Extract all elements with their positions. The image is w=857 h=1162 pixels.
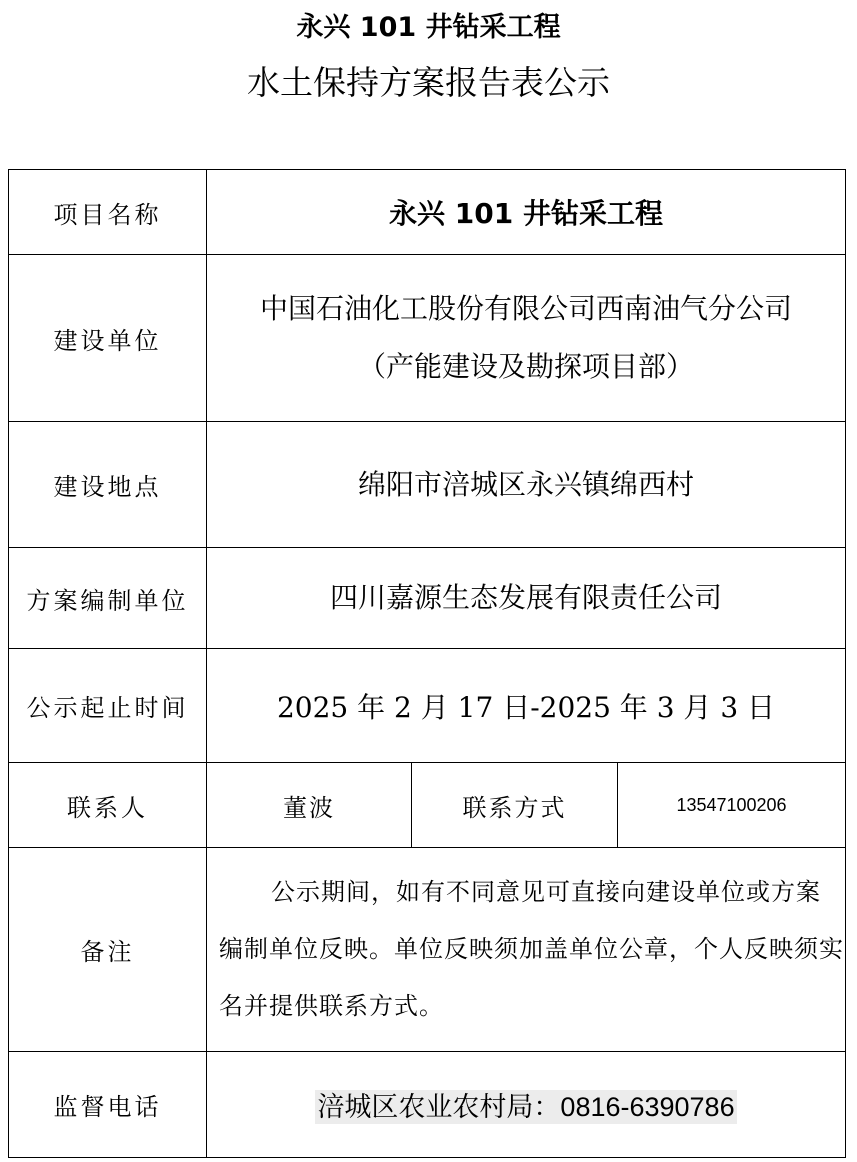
row-builder <box>9 255 846 422</box>
row-supervision <box>9 1052 846 1158</box>
info-table <box>8 169 846 1158</box>
period-value: 2025 年 2 月 17 日-2025 年 3 月 3 日 <box>207 649 846 763</box>
project-name-value: 永兴 101 井钻采工程 <box>207 170 846 255</box>
compiler-value: 四川嘉源生态发展有限责任公司 <box>207 548 846 649</box>
title-notice: 水土保持方案报告表公示 <box>247 63 610 102</box>
row-contact <box>9 763 846 848</box>
contact-label: 联系人 <box>9 763 207 848</box>
row-period <box>9 649 846 763</box>
builder-value-line1: 中国石油化工股份有限公司西南油气分公司 <box>260 292 793 325</box>
builder-label: 建设单位 <box>9 255 207 422</box>
contact-value: 董波 <box>207 763 412 848</box>
row-location <box>9 422 846 548</box>
supervision-cell <box>207 1052 846 1158</box>
project-name-label: 项目名称 <box>9 170 207 255</box>
row-project-name <box>9 170 846 255</box>
builder-value-line2: （产能建设及勘探项目部） <box>358 350 695 383</box>
title-project: 永兴 101 井钻采工程 <box>296 12 561 43</box>
location-label: 建设地点 <box>9 422 207 548</box>
period-label: 公示起止时间 <box>9 649 207 763</box>
row-compiler <box>9 548 846 649</box>
remark-value: 公示期间，如有不同意见可直接向建设单位或方案编制单位反映。单位反映须加盖单位公章，个人反映须实名并提供联系方式。 <box>207 848 846 1052</box>
compiler-label: 方案编制单位 <box>9 548 207 649</box>
row-remark <box>9 848 846 1052</box>
builder-value <box>207 255 846 422</box>
location-value: 绵阳市涪城区永兴镇绵西村 <box>207 422 846 548</box>
contact-method-value: 13547100206 <box>618 763 846 848</box>
supervision-label: 监督电话 <box>9 1052 207 1158</box>
remark-label: 备注 <box>9 848 207 1052</box>
supervision-value: 涪城区农业农村局：0816-6390786 <box>317 1092 735 1122</box>
contact-method-label: 联系方式 <box>412 763 618 848</box>
